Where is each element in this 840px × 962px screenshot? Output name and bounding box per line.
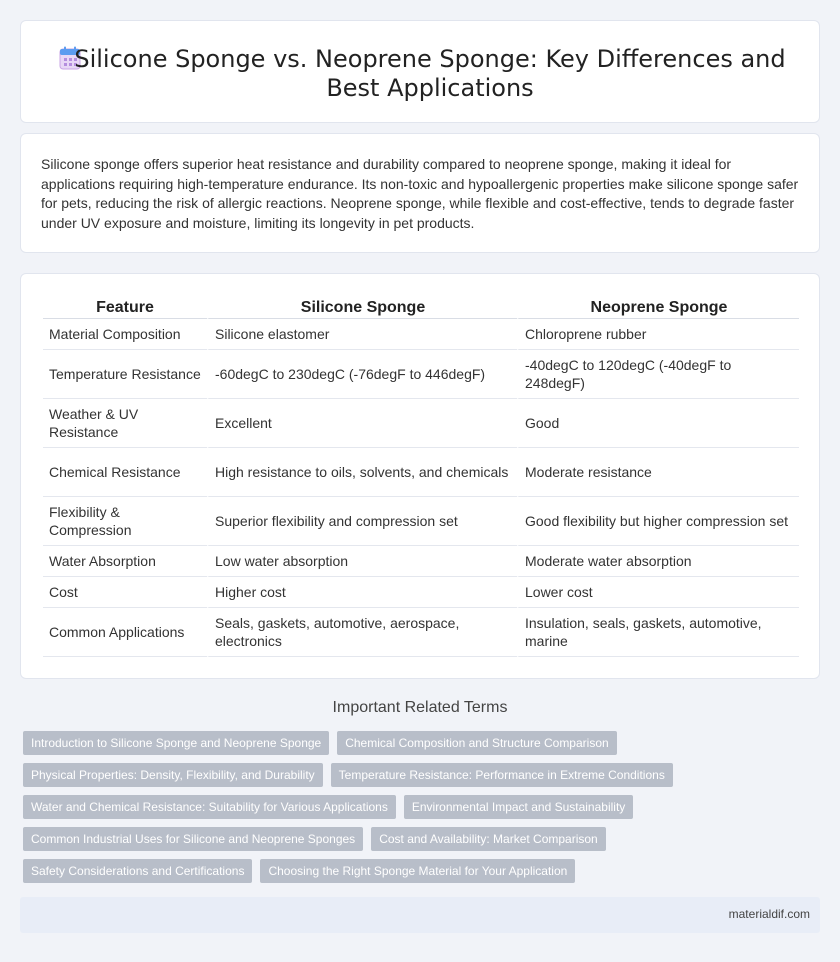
header-feature: Feature — [43, 295, 207, 319]
related-terms-heading: Important Related Terms — [332, 699, 508, 716]
table-row — [43, 608, 799, 657]
neoprene-cell: Chloroprene rubber — [517, 319, 799, 350]
footer — [20, 897, 820, 933]
table-row — [43, 546, 799, 577]
related-term-tag[interactable]: Choosing the Right Sponge Material for Your Application — [260, 859, 575, 883]
related-term-tag[interactable]: Common Industrial Uses for Silicone and Neoprene Sponges — [23, 827, 363, 851]
neoprene-cell: Moderate water absorption — [517, 546, 799, 577]
related-term-tag[interactable]: Chemical Composition and Structure Comparison — [337, 731, 616, 755]
feature-cell: Chemical Resistance — [43, 448, 207, 497]
neoprene-cell: Good — [517, 399, 799, 448]
related-term-tag[interactable]: Introduction to Silicone Sponge and Neoprene Sponge — [23, 731, 329, 755]
feature-cell: Water Absorption — [43, 546, 207, 577]
table-row — [43, 350, 799, 399]
title-card — [20, 20, 820, 123]
neoprene-cell: Insulation, seals, gaskets, automotive, marine — [517, 608, 799, 657]
table-row — [43, 399, 799, 448]
comparison-table-card — [20, 273, 820, 679]
feature-cell: Material Composition — [43, 319, 207, 350]
feature-cell: Flexibility & Compression — [43, 497, 207, 546]
footer-site-link[interactable]: materialdif.com — [728, 907, 810, 921]
table-row — [43, 577, 799, 608]
related-term-tag[interactable]: Temperature Resistance: Performance in Extreme Conditions — [331, 763, 673, 787]
header-silicone: Silicone Sponge — [207, 295, 517, 319]
silicone-cell: Superior flexibility and compression set — [207, 497, 517, 546]
silicone-cell: High resistance to oils, solvents, and chemicals — [207, 448, 517, 497]
feature-cell: Temperature Resistance — [43, 350, 207, 399]
related-term-tag[interactable]: Safety Considerations and Certifications — [23, 859, 252, 883]
silicone-cell: -60degC to 230degC (-76degF to 446degF) — [207, 350, 517, 399]
silicone-cell: Higher cost — [207, 577, 517, 608]
feature-cell: Cost — [43, 577, 207, 608]
related-term-tag[interactable]: Water and Chemical Resistance: Suitability for Various Applications — [23, 795, 396, 819]
neoprene-cell: Moderate resistance — [517, 448, 799, 497]
related-terms-list — [23, 731, 823, 891]
table-row — [43, 497, 799, 546]
neoprene-cell: -40degC to 120degC (-40degF to 248degF) — [517, 350, 799, 399]
silicone-cell: Low water absorption — [207, 546, 517, 577]
table-row — [43, 319, 799, 350]
neoprene-cell: Lower cost — [517, 577, 799, 608]
related-term-tag[interactable]: Environmental Impact and Sustainability — [404, 795, 633, 819]
comparison-table — [43, 295, 799, 657]
summary-text: Silicone sponge offers superior heat resistance and durability compared to neoprene sponge, making it ideal for applications requiring high-temperature endurance. Its non-toxic and hypoallergenic properties make silicone sponge safer for pets, reducing the risk of allergic reactions. Neoprene sponge, while flexible and cost-effective, tends to degrade faster under UV exposure and moisture, limiting its longevity in pet products. — [41, 156, 799, 231]
neoprene-cell: Good flexibility but higher compression set — [517, 497, 799, 546]
feature-cell: Weather & UV Resistance — [43, 399, 207, 448]
table-header-row — [43, 295, 799, 319]
silicone-cell: Silicone elastomer — [207, 319, 517, 350]
related-term-tag[interactable]: Cost and Availability: Market Comparison — [371, 827, 606, 851]
silicone-cell: Seals, gaskets, automotive, aerospace, electronics — [207, 608, 517, 657]
table-row — [43, 448, 799, 497]
summary-card — [20, 133, 820, 253]
page-title: Silicone Sponge vs. Neoprene Sponge: Key Differences and Best Applications — [74, 45, 786, 102]
feature-cell: Common Applications — [43, 608, 207, 657]
related-term-tag[interactable]: Physical Properties: Density, Flexibility, and Durability — [23, 763, 323, 787]
silicone-cell: Excellent — [207, 399, 517, 448]
header-neoprene: Neoprene Sponge — [517, 295, 799, 319]
